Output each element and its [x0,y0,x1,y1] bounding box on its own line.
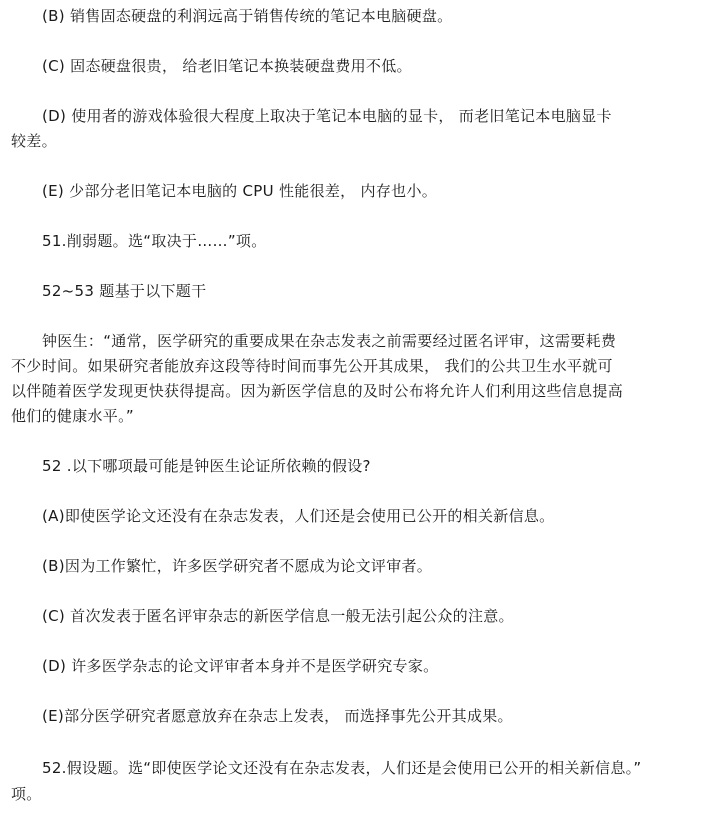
answer-51-line: 51.削弱题。选“取决于……”项。 [42,232,267,250]
q52-option-d-line: (D) 许多医学杂志的论文评审者本身并不是医学研究专家。 [42,657,439,675]
q52-option-b-line: (B)因为工作繁忙，许多医学研究者不愿成为论文评审者。 [42,557,433,575]
option-d-line-cont: 较差。 [11,132,57,150]
option-c-line: (C) 固态硬盘很贵， 给老旧笔记本换装硬盘费用不低。 [42,57,412,75]
answer-52-line: 52.假设题。选“即使医学论文还没有在杂志发表，人们还是会使用已公开的相关新信息。” [42,759,642,777]
option-d-line: (D) 使用者的游戏体验很大程度上取决于笔记本电脑的显卡， 而老旧笔记本电脑显卡 [42,107,612,125]
question-52-line: 52 .以下哪项最可能是钟医生论证所依赖的假设? [42,457,371,475]
stem-paragraph-line-3: 以伴随着医学发现更快获得提高。因为新医学信息的及时公布将允许人们利用这些信息提高 [11,382,624,400]
option-e-line: (E) 少部分老旧笔记本电脑的 CPU 性能很差， 内存也小。 [42,182,438,200]
q52-option-e-line: (E)部分医学研究者愿意放弃在杂志上发表， 而选择事先公开其成果。 [42,707,513,725]
stem-paragraph-line-2: 不少时间。如果研究者能放弃这段等待时间而事先公开其成果， 我们的公共卫生水平就可 [11,357,613,375]
stem-paragraph-line-1: 钟医生：“通常，医学研究的重要成果在杂志发表之前需要经过匿名评审，这需要耗费 [42,332,617,350]
q52-option-a-line: (A)即使医学论文还没有在杂志发表，人们还是会使用已公开的相关新信息。 [42,507,555,525]
option-b-line: (B) 销售固态硬盘的利润远高于销售传统的笔记本电脑硬盘。 [42,7,453,25]
question-stem-heading: 52~53 题基于以下题干 [42,282,207,300]
answer-52-line-cont: 项。 [11,785,42,803]
stem-paragraph-line-4: 他们的健康水平。” [11,407,134,425]
q52-option-c-line: (C) 首次发表于匿名评审杂志的新医学信息一般无法引起公众的注意。 [42,607,514,625]
